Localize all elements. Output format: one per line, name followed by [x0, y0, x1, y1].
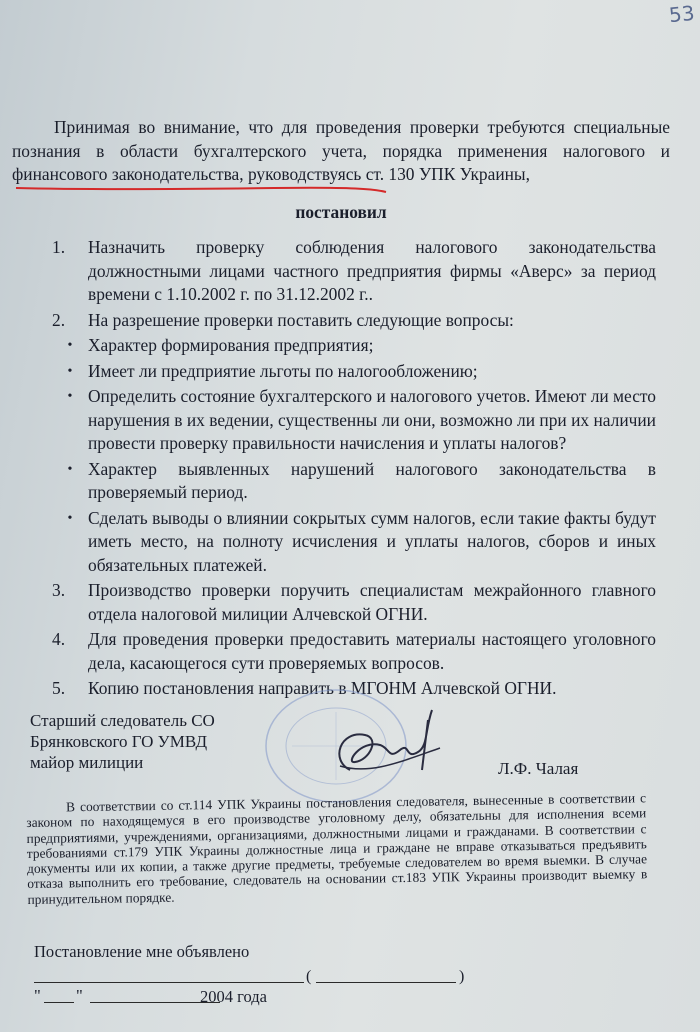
list-item-text: Имеет ли предприятие льготы по налогообложению;: [88, 360, 478, 381]
intro-paragraph: Принимая во внимание, что для проведения проверки требуются специальные познания в области бухгалтерского учета, порядка применения налогового и финансового законодательства, руководствуясь ст. 130 УПК Украины,: [12, 117, 670, 184]
list-item-text: Сделать выводы о влиянии сокрытых сумм налогов, если такие факты будут иметь место, на полноту исчисления и уплаты налогов, сборов и иных обязательных платежей.: [88, 507, 656, 575]
quote-close: ": [76, 986, 83, 1005]
signatory-name: Л.Ф. Чалая: [498, 759, 579, 778]
signatory-line-3: майор милиции: [30, 753, 144, 772]
list-item-text: Назначить проверку соблюдения налогового законодательства должностными лицами частного предприятия фирмы «Аверс» за период времени с 1.10.2002 г. по 31.12.2002 г..: [88, 237, 656, 304]
day-blank-line: [44, 1002, 74, 1003]
list-marker: 5.: [52, 678, 66, 698]
list-item-text: Копию постановления направить в МГОНМ Алчевской ОГНИ.: [88, 678, 557, 698]
bullet-icon: •: [67, 363, 73, 379]
signature-icon: [310, 700, 450, 790]
list-item: [12, 360, 670, 384]
signatory-rank: [30, 710, 215, 773]
list-item-text: На разрешение проверки поставить следующие вопросы:: [88, 309, 514, 330]
list-item: [12, 385, 670, 456]
list-item-text: Определить состояние бухгалтерского и налогового учетов. Имеют ли место нарушения в их ведении, существенны ли они, возможно ли при их наличии провести проверку правильности начисления и уплаты налогов?: [88, 386, 656, 453]
signatory-line-2: Брянковского ГО УМВД: [30, 732, 208, 751]
list-item: [12, 309, 670, 333]
bullet-icon: •: [67, 338, 73, 353]
name-blank-line: [316, 982, 456, 983]
bullet-icon: •: [67, 510, 73, 526]
bullet-icon: •: [67, 389, 73, 404]
list-marker: 2.: [52, 309, 66, 330]
page-number: 53: [667, 0, 696, 28]
list-item: [12, 677, 670, 701]
list-item-text: Характер выявленных нарушений налогового законодательства в проверяемый период.: [88, 458, 656, 502]
list-item: [12, 579, 670, 626]
quote-open: ": [34, 986, 41, 1005]
list-item: [12, 334, 670, 358]
legal-notice: В соответствии со ст.114 УПК Украины постановления следователя, вынесенные в соответствии с законом по находящемуся в его производстве уголовному делу, обязательны для исполнения всеми предприятиями, учреждениями, организациями, должностными лицами и гражданами. В соответствии с требованиями ст.179 УПК Украины должностные лица и граждане не вправе отказываться предъявить документы или их копии, а также другие предметы, требуемые следователем во время выемки. В случае отказа выполнить его требование, следователь на основании ст.183 УПК Украины производит выемку в принудительном порядке.: [26, 790, 648, 907]
bullet-icon: •: [67, 461, 73, 477]
list-marker: 1.: [52, 237, 66, 257]
close-paren: ): [459, 968, 465, 985]
list-item: [12, 507, 670, 578]
list-item: [12, 458, 670, 505]
list-item: [12, 628, 670, 675]
signatory-line-1: Старший следователь СО: [30, 711, 215, 730]
year-text: 2004 года: [200, 987, 267, 1006]
list-item-text: Характер формирования предприятия;: [88, 335, 374, 355]
list-item-text: Для проведения проверки предоставить материалы настоящего уголовного дела, касающегося сути проверяемых вопросов.: [88, 629, 656, 673]
list-marker: 3.: [52, 580, 66, 600]
resolution-body: [12, 116, 670, 703]
list-item-text: Производство проверки поручить специалистам межрайонного главного отдела налоговой милиции Алчевской ОГНИ.: [88, 580, 656, 624]
list-marker: 4.: [52, 629, 66, 649]
date-row: [34, 986, 434, 1014]
list-item: [12, 236, 670, 307]
acknowledgement-signature-row: [34, 968, 504, 988]
resolution-heading: постановил: [295, 201, 387, 222]
open-paren: (: [306, 968, 312, 985]
announced-label: Постановление мне объявлено: [34, 942, 250, 961]
signature-blank-line: [34, 982, 304, 983]
points-list: [12, 236, 670, 701]
